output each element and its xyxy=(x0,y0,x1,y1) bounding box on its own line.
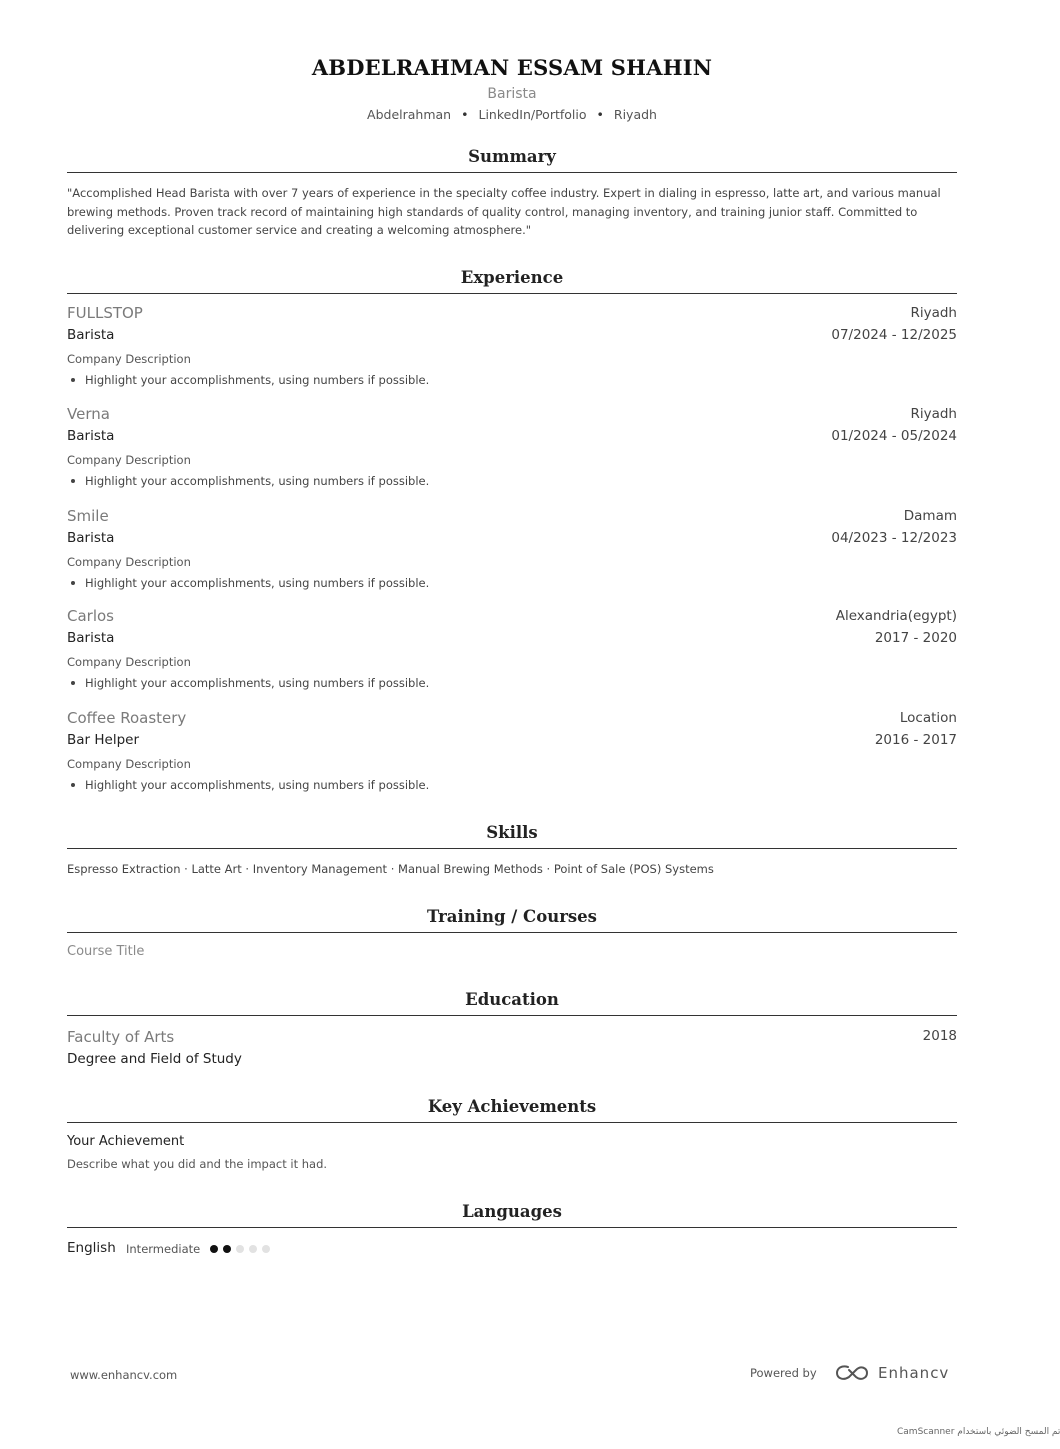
bullet-dot-icon xyxy=(71,783,75,787)
job-location: Alexandria(egypt) xyxy=(835,608,957,624)
rating-dot xyxy=(210,1245,218,1253)
company-name: Smile xyxy=(67,507,109,525)
company-description: Company Description xyxy=(67,352,191,366)
job-role: Barista xyxy=(67,428,115,444)
job-location: Riyadh xyxy=(910,305,957,321)
accomplishment-text: Highlight your accomplishments, using numbers if possible. xyxy=(85,778,430,792)
accomplishment-bullet xyxy=(71,675,429,691)
section-heading-education: Education xyxy=(67,989,957,1016)
company-name: FULLSTOP xyxy=(67,304,143,322)
job-dates: 2017 - 2020 xyxy=(874,630,957,646)
bullet-dot-icon xyxy=(71,581,75,585)
accomplishment-text: Highlight your accomplishments, using numbers if possible. xyxy=(85,373,430,387)
contact-location: Riyadh xyxy=(613,107,657,122)
experience-entry xyxy=(67,404,957,500)
contact-linkedin[interactable]: LinkedIn/Portfolio xyxy=(478,107,587,122)
bullet-separator: • xyxy=(461,107,469,122)
achievement-description: Describe what you did and the impact it had. xyxy=(67,1157,328,1171)
degree-field: Degree and Field of Study xyxy=(67,1051,242,1067)
section-heading-languages: Languages xyxy=(67,1201,957,1228)
experience-entry xyxy=(67,506,957,602)
contact-line xyxy=(67,106,957,124)
candidate-title: Barista xyxy=(487,86,537,102)
experience-entry xyxy=(67,303,957,399)
rating-dot xyxy=(249,1245,257,1253)
company-name: Carlos xyxy=(67,607,114,625)
rating-dot xyxy=(262,1245,270,1253)
accomplishment-bullet xyxy=(71,777,429,793)
section-heading-training: Training / Courses xyxy=(67,906,957,933)
rating-dot xyxy=(223,1245,231,1253)
achievement-title: Your Achievement xyxy=(67,1134,185,1149)
job-dates: 2016 - 2017 xyxy=(874,732,957,748)
company-name: Coffee Roastery xyxy=(67,709,187,727)
company-description: Company Description xyxy=(67,555,191,569)
job-dates: 01/2024 - 05/2024 xyxy=(831,428,957,444)
section-heading-skills: Skills xyxy=(67,822,957,849)
company-description: Company Description xyxy=(67,655,191,669)
company-name: Verna xyxy=(67,405,110,423)
summary-text: "Accomplished Head Barista with over 7 years of experience in the specialty coffee industry. Expert in dialing in espresso, latte art, and various manual brewing methods. Proven track record of maintaining high standards of quality control, managing inventory, and training junior staff. Committed to delivering exceptional customer service and creating a welcoming atmosphere." xyxy=(67,186,941,237)
skills-list: Espresso Extraction · Latte Art · Inventory Management · Manual Brewing Methods · Point of Sale (POS) Systems xyxy=(67,862,714,876)
education-year: 2018 xyxy=(922,1028,957,1044)
school-name: Faculty of Arts xyxy=(67,1028,175,1046)
bullet-dot-icon xyxy=(71,681,75,685)
job-dates: 04/2023 - 12/2023 xyxy=(831,530,957,546)
bullet-dot-icon xyxy=(71,479,75,483)
accomplishment-text: Highlight your accomplishments, using numbers if possible. xyxy=(85,676,430,690)
experience-entry xyxy=(67,708,957,804)
enhancv-brand: Enhancv xyxy=(878,1364,950,1382)
job-role: Bar Helper xyxy=(67,732,140,748)
job-location: Riyadh xyxy=(910,406,957,422)
company-description: Company Description xyxy=(67,453,191,467)
camscanner-watermark: CamScanner تم المسح الضوئي باستخدام xyxy=(897,1427,1060,1437)
accomplishment-text: Highlight your accomplishments, using numbers if possible. xyxy=(85,474,430,488)
resume-header xyxy=(67,54,957,124)
bullet-dot-icon xyxy=(71,378,75,382)
section-heading-achievements: Key Achievements xyxy=(67,1096,957,1123)
section-heading-experience: Experience xyxy=(67,267,957,294)
accomplishment-bullet xyxy=(71,372,429,388)
course-title: Course Title xyxy=(67,944,145,959)
experience-entry xyxy=(67,606,957,702)
candidate-name: ABDELRAHMAN ESSAM SHAHIN xyxy=(311,55,713,80)
job-role: Barista xyxy=(67,630,115,646)
bullet-separator: • xyxy=(596,107,604,122)
language-level: Intermediate xyxy=(126,1242,201,1256)
accomplishment-bullet xyxy=(71,473,429,489)
accomplishment-bullet xyxy=(71,575,429,591)
job-location: Damam xyxy=(903,508,957,524)
resume-page xyxy=(67,0,957,1449)
job-dates: 07/2024 - 12/2025 xyxy=(831,327,957,343)
section-heading-summary: Summary xyxy=(67,146,957,173)
job-role: Barista xyxy=(67,530,115,546)
company-description: Company Description xyxy=(67,757,191,771)
rating-dot xyxy=(236,1245,244,1253)
footer-website[interactable]: www.enhancv.com xyxy=(70,1368,178,1382)
language-name: English xyxy=(67,1240,116,1256)
contact-name: Abdelrahman xyxy=(367,107,452,122)
enhancv-logo-icon xyxy=(834,1362,870,1384)
powered-by-label: Powered by xyxy=(750,1366,817,1380)
job-location: Location xyxy=(899,710,957,726)
job-role: Barista xyxy=(67,327,115,343)
accomplishment-text: Highlight your accomplishments, using numbers if possible. xyxy=(85,576,430,590)
